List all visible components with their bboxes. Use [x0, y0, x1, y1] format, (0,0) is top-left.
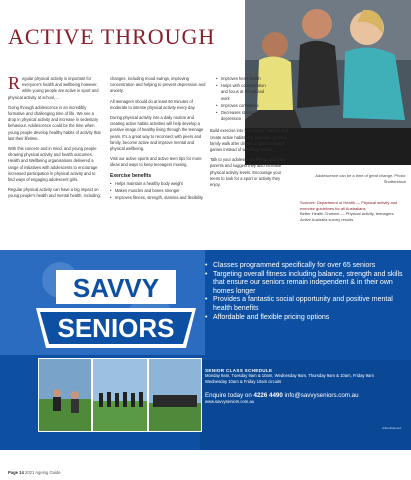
- benefits-list-continued: [216, 76, 266, 122]
- phone-number: 4226 4490: [253, 392, 283, 400]
- website-link: www.savvyseniors.com.au: [205, 399, 255, 405]
- dropcap: R: [8, 73, 21, 93]
- paragraph: Talk to your adolescent's friends and their parents and suggest they also increase physical activity levels. Encourage your teens to look for a sport or activity they enjoy.: [210, 157, 286, 188]
- email-address: info@savvyseniors.com.au: [284, 392, 359, 400]
- column-2: [110, 76, 208, 202]
- list-item: • Provides a fantastic social opportunity and positive mental health benefits: [205, 296, 405, 313]
- list-item: • Improves fitness, strength, stamina and flexibility: [110, 195, 208, 201]
- column-3: [210, 76, 310, 192]
- seniors-outdoor-photo: [148, 358, 202, 432]
- seniors-exercise-photo: [38, 358, 92, 432]
- article-heading: ACTIVE THROUGH: [8, 24, 216, 49]
- list-item: • Helps with concentration and focus at school and work: [216, 83, 266, 102]
- paragraph: With this concern and in mind, and young people showing physical activity and health outcomes, Health and Wellbeing organisations delivered a range of initiatives with adolescents to encourage increased participation in physical activity and to find ways of engaging adolescent girls.: [8, 146, 98, 183]
- paragraph: Build exercise into your family routines and create active habits. For example, go for a family walk after dinner, or play backyard games instead of watching movies.: [210, 128, 288, 153]
- list-item: • Improves confidence: [216, 103, 266, 109]
- list-item: • Makes muscles and bones stronger: [110, 188, 208, 194]
- ad-benefits-list: [205, 262, 405, 322]
- class-schedule-line: Wednesday 10am & Friday 10am circuits: [205, 378, 282, 384]
- paragraph: [8, 73, 101, 101]
- list-item: • Affordable and flexible pricing options: [205, 314, 405, 323]
- page-number: Page 14: [8, 470, 24, 475]
- publication-title: 2021 Ageing Guide: [25, 470, 61, 475]
- sources: [300, 200, 406, 222]
- class-schedule-line: Monday 9am, Tuesday 9am & 10am, Wednesday 9am, Thursday 9am & 10am, Friday 9am: [205, 373, 374, 378]
- paragraph: Visit our active sports and active teen tips for more ideas and ways to keep teenagers moving.: [110, 156, 202, 168]
- paragraph: During physical activity into a daily routine and creating active habits activities will help develop a positive image of healthy living through the teenage years. It's a great way to reconnect with peers and family, become active and improve mental and physical wellbeing.: [110, 115, 204, 152]
- subheading: Exercise benefits: [110, 172, 152, 179]
- list-item: • Helps maintain a healthy body weight: [110, 181, 208, 187]
- paragraph: changes, including mood swings, improving concentration and helping to prevent depression and anxiety.: [110, 76, 206, 94]
- list-item: • Targeting overall fitness including balance, strength and skills that ensure our seniors remain independent & in their own homes longer: [205, 271, 405, 297]
- paragraph: Going through adolescence is an incredibly formative and challenging time of life. We see a drop in physical activity and increase in sedentary behaviour. Adolescence could be the time when young people develop healthy habits of activity that last their lifetime.: [8, 104, 101, 141]
- list-item: • Classes programmed specifically for over 65 seniors: [205, 262, 405, 271]
- paragraph-text: egular physical activity is important for everyone's health and wellbeing however, while young people are active in sport and physical activity at school, ...: [8, 76, 99, 100]
- class-schedule: [205, 368, 400, 405]
- benefits-list: [110, 181, 208, 202]
- savvy-seniors-logo: [36, 264, 196, 354]
- contact-line: [205, 392, 400, 399]
- class-schedule-title: SENIOR CLASS SCHEDULE: [205, 368, 273, 373]
- paragraph: All teenagers should do at least 60 minutes of moderate to intense physical activity every day.: [110, 98, 196, 110]
- column-1: [8, 73, 101, 204]
- savvy-seniors-ad: [0, 250, 411, 450]
- photo-caption: Adolescence can be a time of great change. Photo: Shutterstock: [315, 173, 406, 184]
- contact-label: Enquire today on: [205, 392, 252, 400]
- seniors-group-photo: [92, 358, 148, 432]
- logo-bottom-text: SENIORS: [57, 313, 175, 343]
- sources-line: Better Health Channel — Physical activity, teenagers. Active Australia survey results.: [300, 211, 395, 222]
- paragraph: Regular physical activity can have a big impact on young people's health and mental health, including:: [8, 187, 101, 199]
- logo-top-text: SAVVY: [72, 273, 160, 303]
- sources-title: Sources: Department of Health — Physical activity and exercise guidelines for all Australians: [300, 200, 398, 211]
- page-footer: [8, 470, 61, 475]
- ad-tag: Advertisement: [382, 426, 402, 430]
- list-item: • Decreases stress and depression: [216, 110, 266, 122]
- list-item: • Improves heart health: [216, 76, 266, 82]
